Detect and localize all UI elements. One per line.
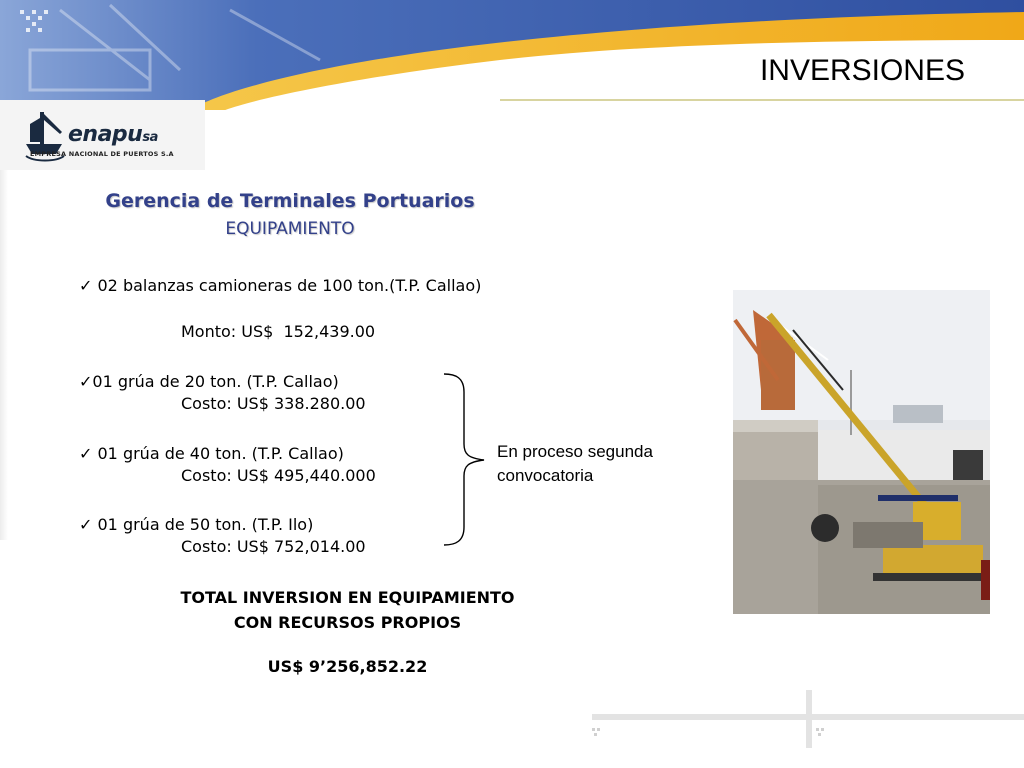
total-amount: US$ 9’256,852.22 (267, 657, 428, 676)
investment-amount: Costo: US$ 752,014.00 (181, 537, 366, 556)
total-label-line2: CON RECURSOS PROPIOS (233, 613, 462, 632)
section-subheading: EQUIPAMIENTO (225, 219, 355, 239)
logo-subtitle: EMPRESA NACIONAL DE PUERTOS S.A (30, 150, 174, 158)
investment-item: ✓ 02 balanzas camioneras de 100 ton.(T.P. Callao) (79, 276, 482, 295)
left-edge-shadow (0, 170, 8, 540)
status-note: En proceso segunda convocatoria (497, 442, 653, 485)
investment-item: ✓ 01 grúa de 50 ton. (T.P. Ilo) (79, 515, 314, 534)
investment-item: ✓ 01 grúa de 40 ton. (T.P. Callao) (79, 444, 344, 463)
logo-word: enapu (68, 122, 143, 147)
investment-item: ✓01 grúa de 20 ton. (T.P. Callao) (79, 372, 339, 391)
crane-photo (733, 290, 990, 614)
logo-suffix: sa (142, 130, 158, 145)
title-underline (500, 99, 1024, 101)
investment-amount: Costo: US$ 338.280.00 (181, 394, 366, 413)
total-label (90, 585, 605, 635)
investment-amount: Monto: US$ 152,439.00 (181, 322, 376, 341)
slide-title: INVERSIONES (759, 54, 965, 87)
footer-decoration (580, 690, 1024, 750)
investment-amount: Costo: US$ 495,440.000 (181, 466, 376, 485)
logo-wordmark (68, 122, 158, 147)
right-brace-icon (440, 372, 490, 547)
total-label-line1: TOTAL INVERSION EN EQUIPAMIENTO (180, 588, 515, 607)
section-heading: Gerencia de Terminales Portuarios (105, 190, 475, 212)
